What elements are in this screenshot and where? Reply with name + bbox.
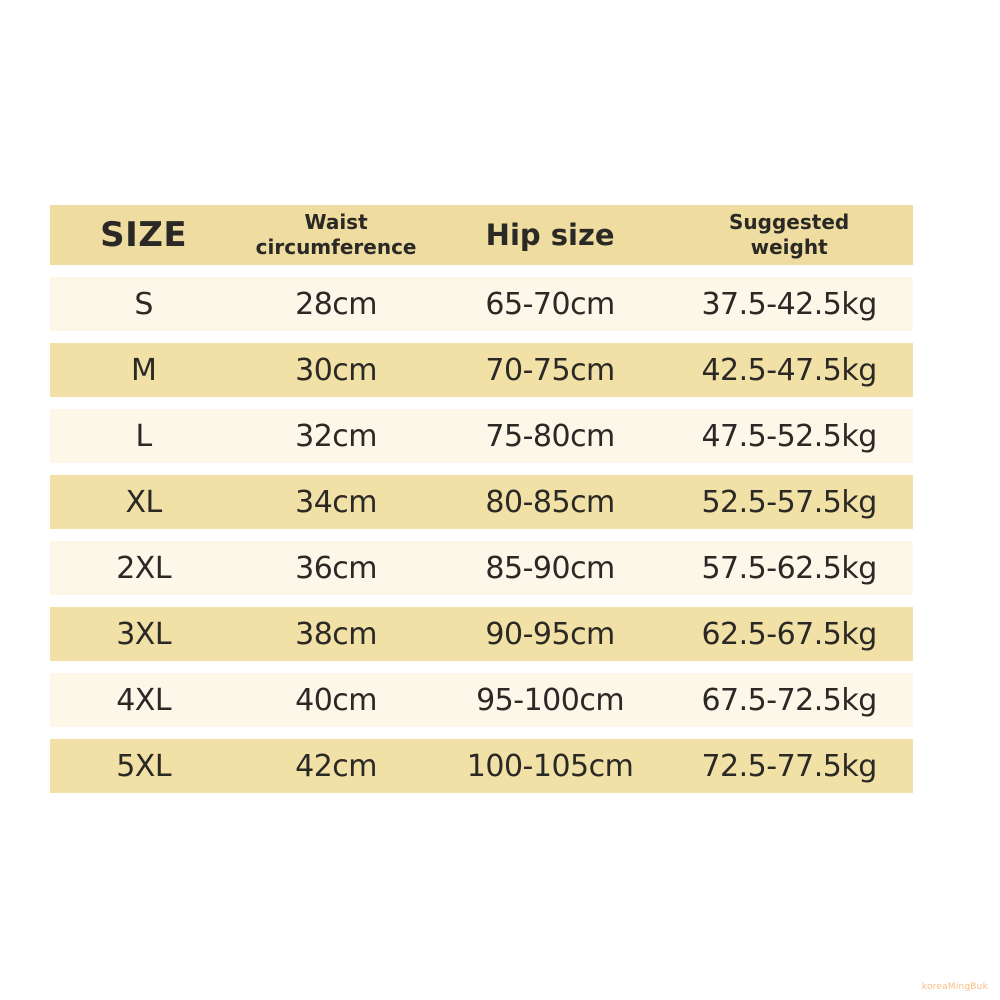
weight-cell: 47.5-52.5kg [701, 418, 877, 454]
header-size-label: SIZE [100, 215, 188, 255]
table-row [50, 409, 913, 463]
size-cell: 2XL [116, 550, 172, 586]
waist-cell: 34cm [295, 484, 378, 520]
waist-cell: 28cm [295, 286, 378, 322]
weight-cell: 62.5-67.5kg [701, 616, 877, 652]
hip-cell: 65-70cm [485, 286, 615, 322]
hip-cell: 85-90cm [485, 550, 615, 586]
weight-cell: 57.5-62.5kg [701, 550, 877, 586]
waist-cell: 38cm [295, 616, 378, 652]
size-cell: S [134, 286, 153, 322]
waist-cell: 40cm [295, 682, 378, 718]
table-row [50, 607, 913, 661]
table-row [50, 673, 913, 727]
waist-cell: 36cm [295, 550, 378, 586]
header-cell-hip [435, 218, 665, 252]
weight-cell: 42.5-47.5kg [701, 352, 877, 388]
header-cell-waist [237, 210, 435, 260]
header-weight-label-line1: Suggested [729, 210, 850, 234]
waist-cell: 42cm [295, 748, 378, 784]
weight-cell: 52.5-57.5kg [701, 484, 877, 520]
hip-cell: 100-105cm [466, 748, 634, 784]
table-header-row [50, 205, 913, 265]
header-cell-size [50, 215, 237, 255]
table-row [50, 475, 913, 529]
table-row [50, 343, 913, 397]
watermark: koreaMingBuk [921, 982, 988, 992]
size-cell: 3XL [116, 616, 172, 652]
size-table [50, 205, 913, 793]
weight-cell: 67.5-72.5kg [701, 682, 877, 718]
hip-cell: 80-85cm [485, 484, 615, 520]
hip-cell: 70-75cm [485, 352, 615, 388]
header-weight-label-line2: weight [750, 235, 828, 259]
hip-cell: 90-95cm [485, 616, 615, 652]
hip-cell: 75-80cm [485, 418, 615, 454]
table-row [50, 277, 913, 331]
waist-cell: 30cm [295, 352, 378, 388]
header-cell-weight [665, 210, 913, 260]
hip-cell: 95-100cm [476, 682, 625, 718]
size-cell: L [135, 418, 152, 454]
weight-cell: 72.5-77.5kg [701, 748, 877, 784]
waist-cell: 32cm [295, 418, 378, 454]
size-cell: 4XL [116, 682, 172, 718]
table-row [50, 541, 913, 595]
weight-cell: 37.5-42.5kg [701, 286, 877, 322]
size-cell: XL [125, 484, 162, 520]
header-waist-label-line1: Waist [304, 210, 368, 234]
size-cell: 5XL [116, 748, 172, 784]
header-hip-label: Hip size [485, 218, 615, 252]
header-waist-label-line2: circumference [255, 235, 417, 259]
size-cell: M [130, 352, 157, 388]
table-row [50, 739, 913, 793]
